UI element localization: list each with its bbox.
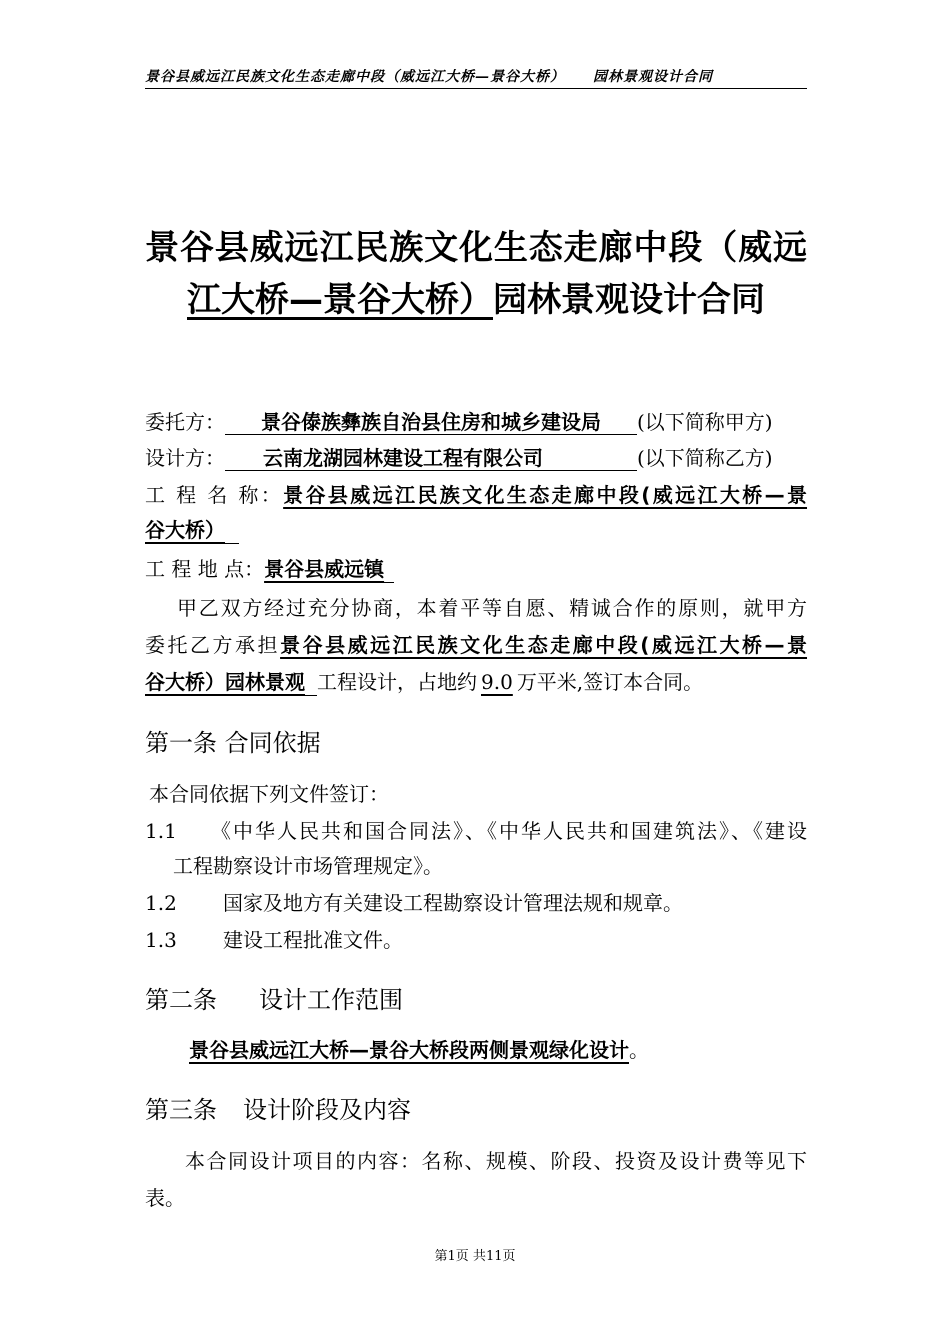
header-rule xyxy=(145,88,807,89)
intro-line-3 xyxy=(145,668,807,696)
clause-1-1 xyxy=(145,817,807,845)
scope-text: 景谷县威远江大桥—景谷大桥段两侧景观绿化设计 xyxy=(189,1038,629,1062)
clause-1-2 xyxy=(145,889,807,917)
page-footer xyxy=(0,1248,950,1266)
footer-mid: 页 共 xyxy=(455,1249,486,1264)
intro-line-1 xyxy=(177,594,807,622)
title-line-2 xyxy=(145,274,807,326)
project-row-2 xyxy=(145,516,807,544)
section-1-lead: 本合同依据下列文件签订： xyxy=(149,782,389,806)
running-header xyxy=(145,68,807,86)
area-value: 9.0 xyxy=(481,670,513,694)
designer-value-wrap xyxy=(225,446,637,471)
clause-1-2-num: 1.2 xyxy=(145,891,177,915)
section-2-number: 第二条 xyxy=(145,986,217,1014)
clause-1-3 xyxy=(145,926,807,954)
project-value-line-1: 景谷县威远江民族文化生态走廊中段(威远江大桥—景 xyxy=(283,483,808,507)
intro-line-2 xyxy=(145,631,807,659)
intro-mid: 工程设计，占地约 xyxy=(317,670,477,694)
intro-text-1: 甲乙双方经过充分协商，本着平等自愿、精诚合作的原则，就甲方 xyxy=(177,596,807,620)
total-pages: 11 xyxy=(485,1249,503,1264)
title-underlined-part: 江大桥—景谷大桥） xyxy=(187,280,493,320)
clause-1-3-num: 1.3 xyxy=(145,928,177,952)
client-row xyxy=(145,408,807,436)
clause-1-1-text: 《中华人民共和国合同法》、《中华人民共和国建筑法》、《建设 xyxy=(209,819,807,843)
scope-end: 。 xyxy=(629,1038,649,1062)
section-1-heading: 第一条 合同依据 xyxy=(145,729,321,757)
section-2-title: 设计工作范围 xyxy=(259,986,403,1014)
section-2-heading xyxy=(145,984,403,1016)
location-underline-fill xyxy=(384,558,394,583)
section-3-number: 第三条 xyxy=(145,1096,217,1124)
running-header-left: 景谷县威远江民族文化生态走廊中段（威远江大桥—景谷大桥） xyxy=(145,69,565,85)
designer-value: 云南龙湖园林建设工程有限公司 xyxy=(263,446,543,470)
section-3-heading xyxy=(145,1094,411,1126)
footer-prefix: 第 xyxy=(434,1249,448,1264)
document-title xyxy=(145,222,807,326)
footer-suffix: 页 xyxy=(502,1249,516,1264)
project-value-line-2: 谷大桥） xyxy=(145,518,225,542)
client-value: 景谷傣族彝族自治县住房和城乡建设局 xyxy=(225,410,637,435)
title-rest: 园林景观设计合同 xyxy=(493,280,765,320)
section-3-line-1 xyxy=(185,1147,807,1175)
intro-end: 万平米,签订本合同。 xyxy=(516,670,704,694)
clause-1-2-text: 国家及地方有关建设工程勘察设计管理法规和规章。 xyxy=(223,891,683,915)
intro-project-name-1: 景谷县威远江民族文化生态走廊中段(威远江大桥—景 xyxy=(280,633,808,657)
location-value: 景谷县威远镇 xyxy=(264,557,385,581)
project-label: 工 程 名 称： xyxy=(145,483,284,507)
title-line-1: 景谷县威远江民族文化生态走廊中段（威远 xyxy=(145,228,807,268)
designer-row xyxy=(145,444,807,472)
client-label: 委托方： xyxy=(145,410,225,434)
project-row xyxy=(145,481,807,509)
page-number: 1 xyxy=(447,1249,456,1264)
location-label: 工 程 地 点： xyxy=(145,557,265,581)
clause-1-3-text: 建设工程批准文件。 xyxy=(223,928,403,952)
section-3-text-1: 本合同设计项目的内容：名称、规模、阶段、投资及设计费等见下 xyxy=(185,1149,807,1173)
intro-prefix: 委托乙方承担 xyxy=(145,633,281,657)
intro-underline-fill xyxy=(305,671,317,696)
clause-1-1-cont: 工程勘察设计市场管理规定》。 xyxy=(173,854,443,878)
section-3-title: 设计阶段及内容 xyxy=(243,1096,411,1124)
location-row xyxy=(145,555,807,583)
section-3-line-2: 表。 xyxy=(145,1186,185,1210)
intro-project-name-2: 谷大桥）园林景观 xyxy=(145,670,305,694)
client-suffix: (以下简称甲方) xyxy=(637,410,773,434)
running-header-right: 园林景观设计合同 xyxy=(593,69,713,85)
project-underline-fill xyxy=(225,519,239,544)
designer-suffix: (以下简称乙方) xyxy=(637,446,773,470)
designer-label: 设计方： xyxy=(145,446,225,470)
section-2-scope xyxy=(189,1036,851,1064)
clause-1-1-num: 1.1 xyxy=(145,819,177,843)
